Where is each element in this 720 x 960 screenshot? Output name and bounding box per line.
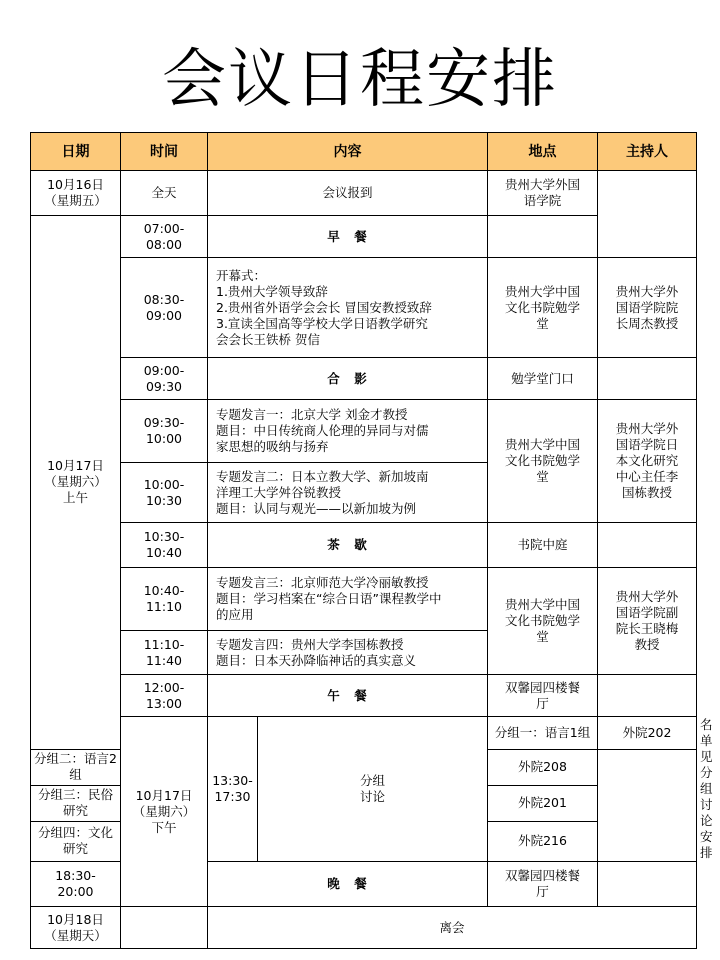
table-row	[31, 258, 697, 358]
header-time: 时间	[121, 133, 208, 171]
header-place: 地点	[488, 133, 598, 171]
content-cell: 早 餐	[208, 216, 488, 258]
content-cell: 晚 餐	[208, 862, 488, 907]
content-cell: 专题发言一：北京大学 刘金才教授 题目：中日传统商人伦理的异同与对儒 家思想的吸纳与扬弃	[208, 400, 488, 463]
group-item: 分组三：民俗研究	[31, 785, 121, 821]
table-row	[31, 171, 697, 216]
host-cell	[598, 862, 697, 907]
time-cell: 07:00- 08:00	[121, 216, 208, 258]
header-date: 日期	[31, 133, 121, 171]
content-cell: 茶 歇	[208, 523, 488, 568]
table-row	[31, 358, 697, 400]
host-cell	[598, 675, 697, 717]
date-cell: 10月17日 （星期六） 下午	[121, 717, 208, 907]
header-host: 主持人	[598, 133, 697, 171]
host-cell	[598, 171, 697, 258]
time-cell: 10:00- 10:30	[121, 463, 208, 523]
place-cell: 双馨园四楼餐 厅	[488, 862, 598, 907]
content-cell: 开幕式： 1.贵州大学领导致辞 2.贵州省外语学会会长 冒国安教授致辞 3.宣读全国高等学校大学日语教学研究 会会长王铁桥 贺信	[208, 258, 488, 358]
table-row: 10月17日 （星期六） 下午 13:30- 17:30 分组 讨论 分组一：语言1组 外院202 名单见分组 讨论安排	[31, 717, 697, 750]
place-cell: 勉学堂门口	[488, 358, 598, 400]
date-cell: 10月16日 （星期五）	[31, 171, 121, 216]
group-item: 分组四：文化研究	[31, 821, 121, 861]
place-cell: 贵州大学外国 语学院	[488, 171, 598, 216]
host-cell	[598, 523, 697, 568]
header-content: 内容	[208, 133, 488, 171]
time-cell: 全天	[121, 171, 208, 216]
table-row	[31, 216, 697, 258]
host-cell	[598, 358, 697, 400]
content-cell: 会议报到	[208, 171, 488, 216]
group-item: 分组一：语言1组	[488, 717, 598, 750]
group-label-cell: 分组 讨论	[258, 717, 488, 862]
place-cell: 书院中庭	[488, 523, 598, 568]
table-row	[31, 568, 697, 631]
time-cell: 09:00- 09:30	[121, 358, 208, 400]
time-cell: 10:40- 11:10	[121, 568, 208, 631]
place-cell: 双馨园四楼餐 厅	[488, 675, 598, 717]
page-title: 会议日程安排	[162, 43, 558, 117]
content-cell: 离会	[208, 907, 697, 949]
date-cell: 10月17日 （星期六） 上午	[31, 216, 121, 750]
host-cell: 贵州大学外 国语学院副 院长王晓梅 教授	[598, 568, 697, 675]
table-row	[31, 523, 697, 568]
content-cell: 专题发言四：贵州大学李国栋教授 题目：日本天孙降临神话的真实意义	[208, 631, 488, 675]
date-cell: 10月18日 （星期天）	[31, 907, 121, 949]
host-cell: 贵州大学外 国语学院日 本文化研究 中心主任李 国栋教授	[598, 400, 697, 523]
host-cell: 贵州大学外 国语学院院 长周杰教授	[598, 258, 697, 358]
place-cell: 贵州大学中国 文化书院勉学 堂	[488, 400, 598, 523]
place-cell: 外院208	[488, 749, 598, 785]
time-cell: 11:10- 11:40	[121, 631, 208, 675]
place-cell: 外院216	[488, 821, 598, 861]
place-cell	[488, 216, 598, 258]
time-cell: 12:00- 13:00	[121, 675, 208, 717]
table-row	[31, 400, 697, 463]
place-cell: 外院201	[488, 785, 598, 821]
place-cell: 外院202	[598, 717, 697, 750]
time-cell: 08:30- 09:00	[121, 258, 208, 358]
place-cell: 贵州大学中国 文化书院勉学 堂	[488, 258, 598, 358]
content-cell: 午 餐	[208, 675, 488, 717]
table-header-row	[31, 133, 697, 171]
content-cell: 合 影	[208, 358, 488, 400]
schedule-table	[30, 132, 713, 949]
table-row	[31, 907, 697, 949]
content-cell: 专题发言三：北京师范大学冷丽敏教授 题目：学习档案在“综合日语”课程教学中 的应用	[208, 568, 488, 631]
time-cell: 09:30- 10:00	[121, 400, 208, 463]
time-cell: 18:30- 20:00	[31, 862, 121, 907]
time-cell	[121, 907, 208, 949]
place-cell: 贵州大学中国 文化书院勉学 堂	[488, 568, 598, 675]
table-row	[31, 675, 697, 717]
time-cell: 13:30- 17:30	[208, 717, 258, 862]
content-cell: 专题发言二：日本立教大学、新加坡南 洋理工大学舛谷锐教授 题目：认同与观光——以新加坡为例	[208, 463, 488, 523]
time-cell: 10:30- 10:40	[121, 523, 208, 568]
group-item: 分组二：语言2组	[31, 749, 121, 785]
